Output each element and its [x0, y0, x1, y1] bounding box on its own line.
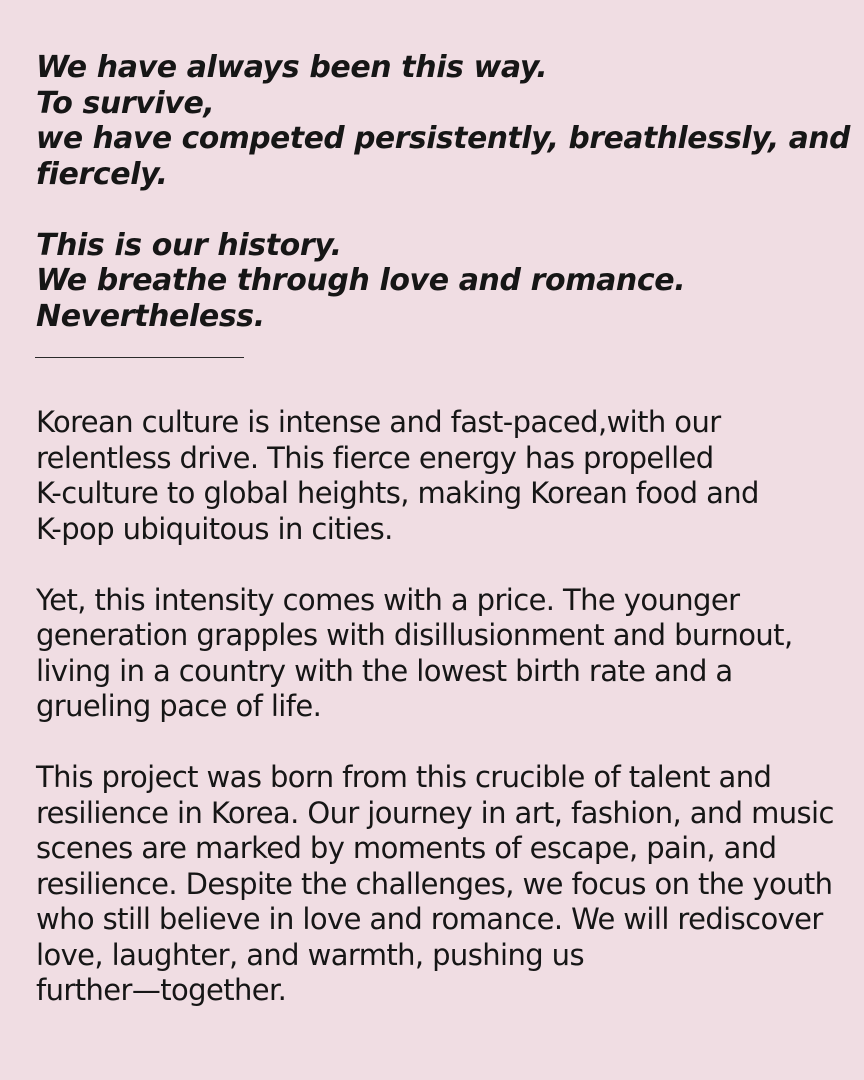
section-divider	[35, 357, 244, 358]
intro-stanza-2	[36, 228, 836, 335]
body-line: This project was born from this crucible of talent and	[36, 760, 772, 794]
body-line: K-culture to global heights, making Korean food and	[36, 476, 759, 510]
body-line: Yet, this intensity comes with a price. The younger	[36, 582, 740, 617]
body-text	[36, 405, 846, 1009]
body-paragraph-2	[36, 583, 846, 725]
body-line: who still believe in love and romance. We will rediscover	[36, 902, 823, 936]
intro-stanza-1	[36, 50, 850, 192]
body-paragraph-3	[36, 760, 846, 1009]
intro-line: To survive,	[36, 85, 215, 121]
body-line: further—together.	[36, 973, 287, 1007]
intro-line: Nevertheless.	[36, 298, 265, 334]
body-line: resilience in Korea. Our journey in art, fashion, and music	[36, 795, 834, 830]
intro-line: fiercely.	[36, 156, 168, 192]
body-line: relentless drive. This fierce energy has propelled	[36, 440, 714, 475]
body-line: living in a country with the lowest birth rate and a	[36, 653, 733, 688]
body-line: grueling pace of life.	[36, 689, 322, 723]
intro-line: we have competed persistently, breathlessly, and	[36, 121, 850, 156]
intro-statement	[36, 50, 850, 334]
body-line: resilience. Despite the challenges, we focus on the youth	[36, 866, 833, 901]
body-line: love, laughter, and warmth, pushing us	[36, 937, 584, 972]
intro-line: We have always been this way.	[36, 50, 548, 85]
intro-line: This is our history.	[36, 227, 342, 263]
body-line: generation grapples with disillusionment and burnout,	[36, 618, 793, 652]
body-paragraph-1	[36, 405, 846, 547]
body-line: K-pop ubiquitous in cities.	[36, 511, 393, 546]
body-line: Korean culture is intense and fast-paced,with our	[36, 405, 721, 439]
body-line: scenes are marked by moments of escape, pain, and	[36, 831, 777, 865]
intro-line: We breathe through love and romance.	[36, 263, 686, 298]
